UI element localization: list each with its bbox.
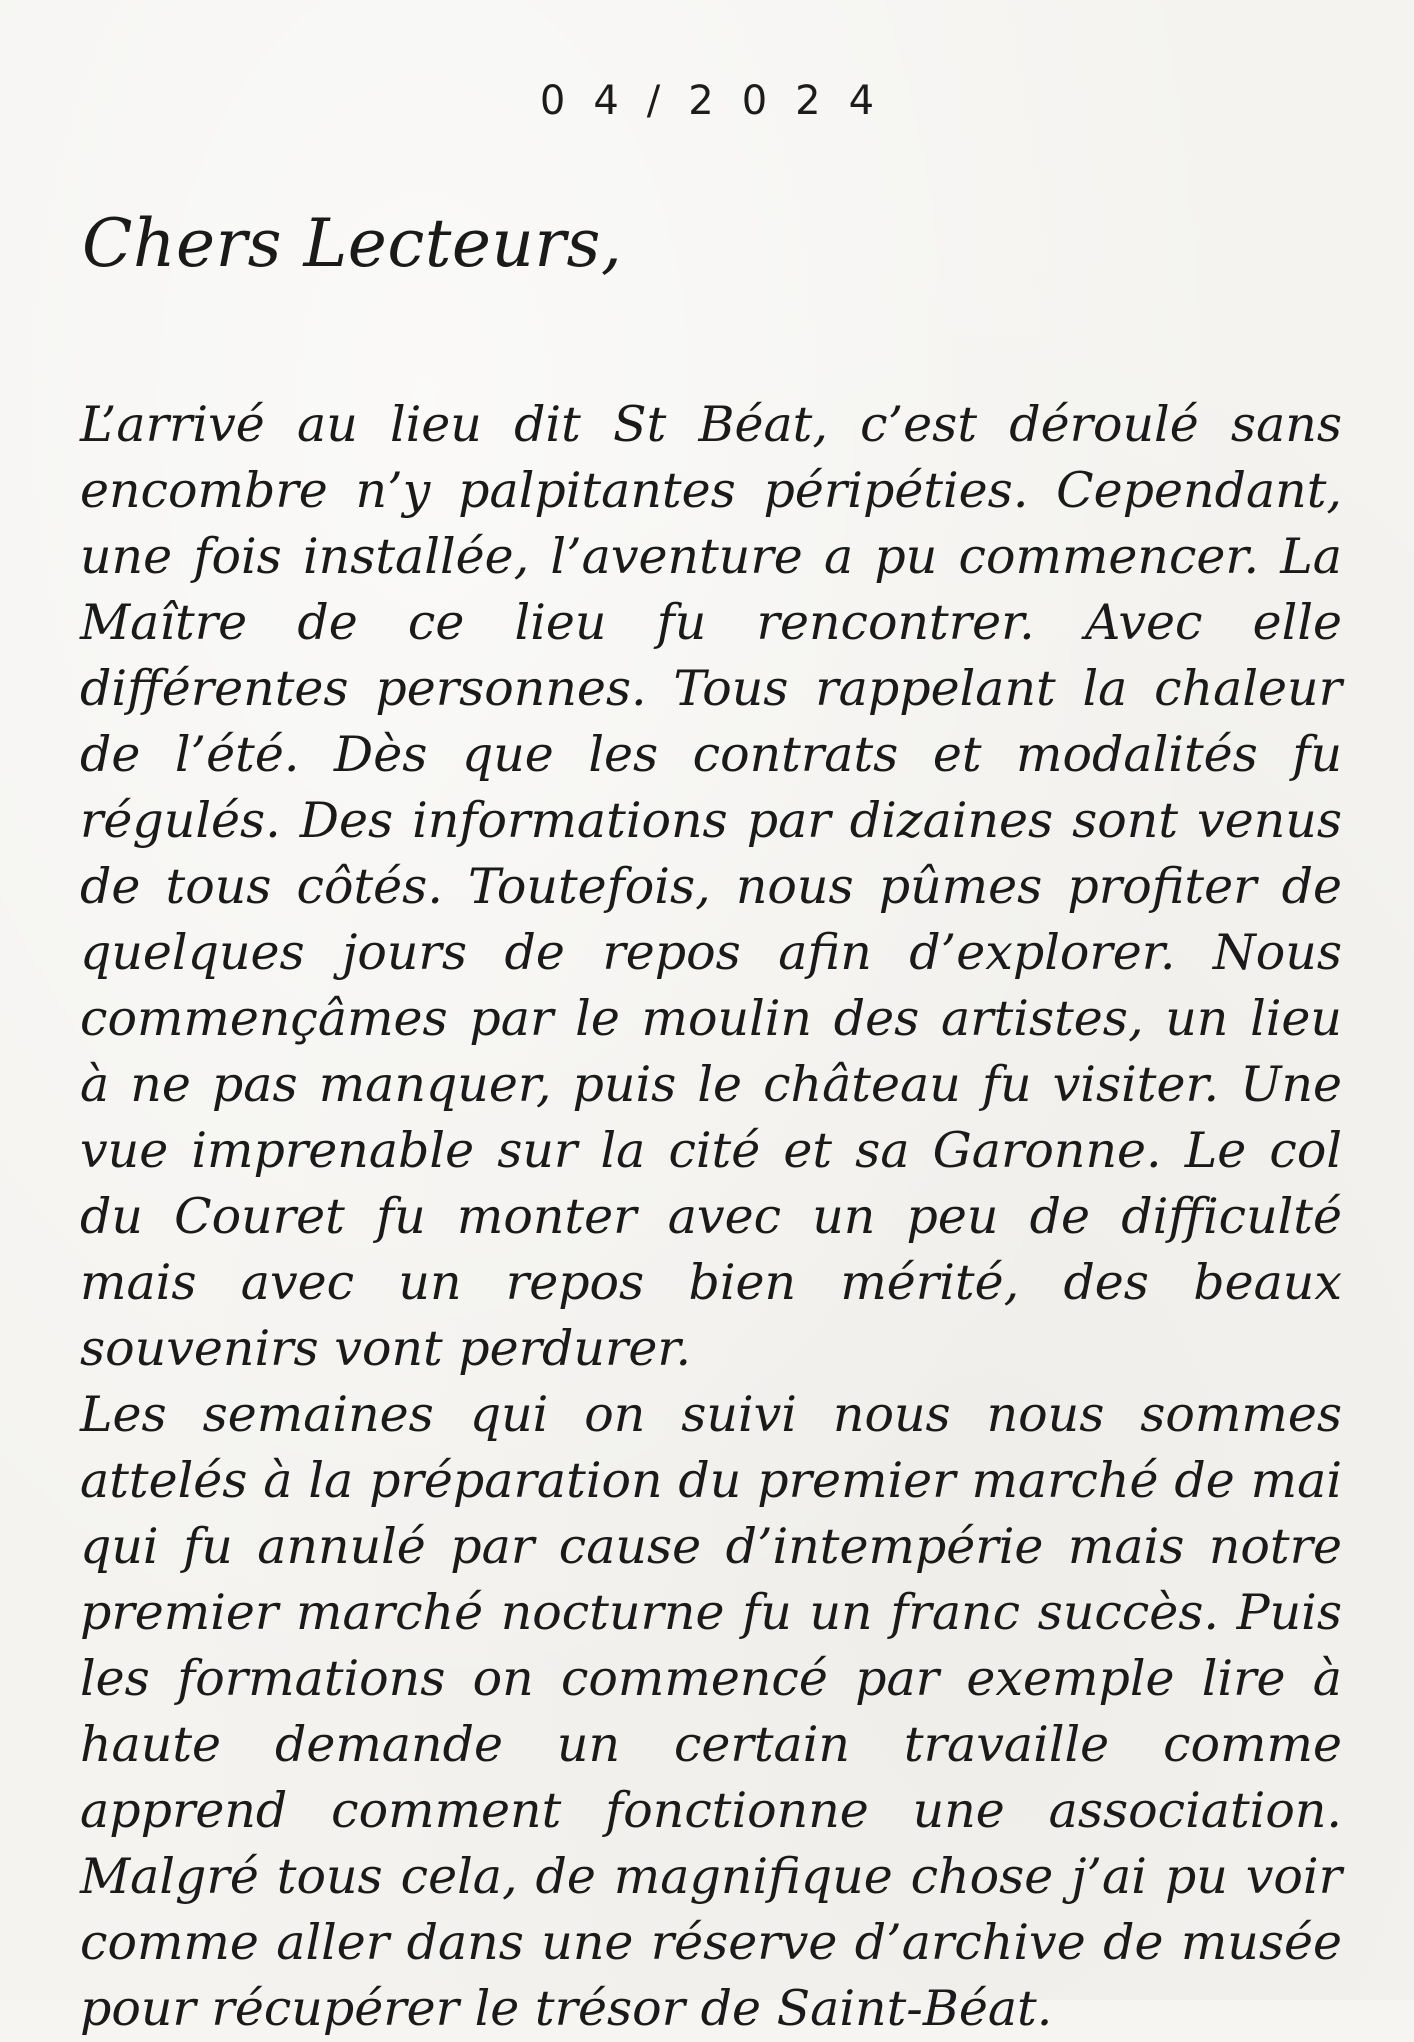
letter-paragraph: L’arrivé au lieu dit St Béat, c’est déroulé sans encombre n’y palpitantes péripéties. Cependant, une fois installée, l’aventure a pu commencer. La Maître de ce lieu fu rencontrer. Avec elle différentes personnes. Tous rappelant la chaleur de l’été. Dès que les contrats et modalités fu régulés. Des informations par dizaines sont venus de tous côtés. Toutefois, nous pûmes profiter de quelques jours de repos afin d’explorer. Nous commençâmes par le moulin des artistes, un lieu à ne pas manquer, puis le château fu visiter. Une vue imprenable sur la cité et sa Garonne. Le col du Couret fu monter avec un peu de difficulté mais avec un repos bien mérité, des beaux souvenirs vont perdurer. — [80, 396, 1342, 1377]
letter-body — [80, 392, 1342, 2042]
letter-paragraph: Les semaines qui on suivi nous nous sommes attelés à la préparation du premier marché de mai qui fu annulé par cause d’intempérie mais notre premier marché nocturne fu un franc succès. Puis les formations on commencé par exemple lire à haute demande un certain travaille comme apprend comment fonctionne une association. Malgré tous cela, de magnifique chose j’ai pu voir comme aller dans une réserve d’archive de musée pour récupérer le trésor de Saint-Béat. — [80, 1386, 1342, 2037]
letter-salutation: Chers Lecteurs, — [82, 205, 623, 282]
letter-date: 04/2024 — [539, 78, 903, 124]
